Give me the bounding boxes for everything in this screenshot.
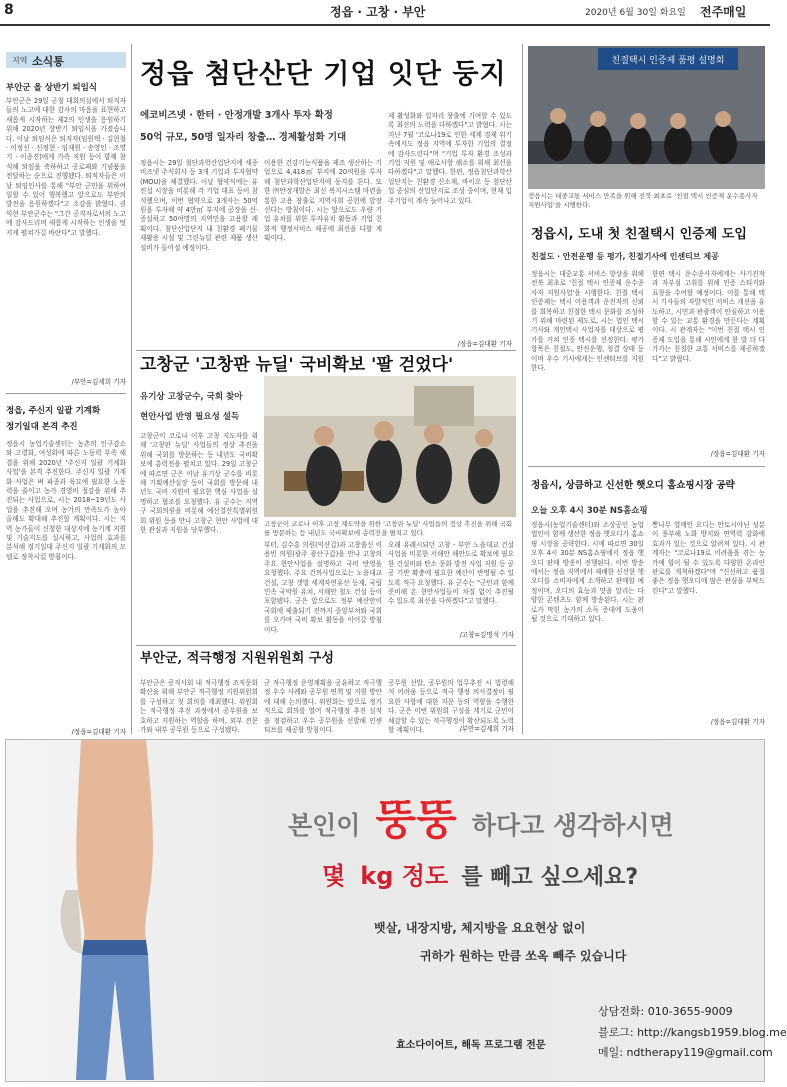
taxi-credit: /정읍=김대환 기자 (710, 450, 765, 458)
odi-subhead: 오늘 오후 4시 30분 NS홈쇼핑 (531, 506, 648, 516)
gochang-subhead-1: 유기상 고창군수, 국회 찾아 (140, 392, 243, 402)
ad-line2-a: 몇 (322, 862, 346, 890)
taxi-subhead: 친절도 · 안전운행 등 평가, 친절기사에 인센티브 제공 (531, 252, 719, 261)
gochang-photo-caption: 고창군이 코로나 이후 고창 재도약을 위한 '고창판 뉴딜' 사업들의 정상 추진을 위해 국회를 방문하는 등 내년도 국비확보에 총력전을 펼치고 있다. (264, 520, 513, 537)
photo-banner-text: 친절택시 인증제 품평 설명회 (611, 56, 725, 66)
gochang-photo-image (264, 376, 516, 517)
ad-line1-b: 뚱뚱 (375, 795, 457, 844)
ad-line2-b: kg 정도 (360, 862, 449, 890)
buan-headline: 부안군, 적극행정 지원위원회 구성 (140, 651, 334, 666)
buan-column-2: 군 적극행정 운영계획을 공유하고 적극행정 우수 사례와 공무원 면책 및 지원 방안에 대해 논의했다. 위원회는 앞으로 정기적으로 회의를 열어 적극행정 추진 실적을 점검하고 우수 공무원을 선발해 인센티브를 제공할 방침이다. (264, 679, 382, 735)
gochang-subhead-2: 현안사업 반영 필요성 설득 (140, 412, 240, 422)
lead-column-2: 이용한 건강기능식품을 제조 생산하는 기업으로 4,418㎡ 부지에 20억원을 투자해 첨단과학산업단지에 둥지를 튼다. 또한 ㈜안정개발은 최신 복지시스템 마련을 통한 고용 창출로 지역사회 공헌에 앞장선다는 방침이다. 시는 앞으로도 우량 기업 유치를 위한 투자유치 활동과 기업 친화적 행정서비스 제공에 최선을 다할 계획이다. (264, 159, 382, 243)
gochang-column-2: 부터, 김수흥 의원(익산갑)과 고창출신 이용빈 의원(광주 광산구갑)을 만나 고창의 주요 현안사업을 설명하고 국비 반영을 요청했다. 주요 건의사업으로는 노을대교 건설, 고창 갯벌 세계자연유산 등재, 국립 민속 국악원 유치, 서해안 철도 건설 등이 포함됐다. 군은 앞으로도 정부 예산안이 국회에 제출되기 전까지 중앙부처와 국회를 오가며 국비 확보 활동을 이어갈 방침이다. (264, 541, 382, 634)
section-title: 정읍 · 고창 · 부안 (330, 5, 426, 19)
newspaper-name: 전주매일 (700, 5, 747, 19)
taxi-column-1: 정읍시는 대중교통 서비스 향상을 위해 전북 최초로 '친절 택시 인증제 운수종사자 지원사업'을 시행한다. 친절 택시 인증제는 택시 이용객과 운전자의 신뢰를 회복하고 친절한 택시 문화를 조성하기 위해 마련된 제도로, 시는 법인 택시기사와 개인택시 사업자를 대상으로 평가를 거쳐 인증 택시를 선정한다. 평가 항목은 친절도, 안전운행, 청결 상태 등이며 우수 기사에게는 인센티브를 지원한다. (531, 270, 644, 373)
model-figure-image (26, 740, 166, 1080)
ad-line3: 뱃살, 내장지방, 체지방을 요요현상 없이 (374, 921, 586, 935)
taxi-photo-caption: 정읍시는 대중교통 서비스 만족을 위해 전북 최초로 '친절 택시 인증제 운수종사자 지원사업'을 시행한다. (528, 192, 758, 209)
gochang-headline: 고창군 '고창판 뉴딜' 국비확보 '팔 걷었다' (140, 355, 454, 375)
taxi-photo (528, 46, 765, 189)
lead-subhead-1: 에코비즈넷 · 한터 · 안정개발 3개사 투자 확정 (140, 110, 333, 121)
buan-column-3: 공무원 선발, 공무원의 업무추진 시 법령해석 어려움 등으로 적극 행정 의사결정이 필요한 사항에 대한 자문 등의 역할을 수행한다. 군은 이번 위원회 구성을 계기로 군민이 체감할 수 있는 적극행정이 확산되도록 노력할 계획이다. (388, 679, 514, 735)
ad-email: 메일: ndtherapy119@gmail.com (598, 1046, 773, 1059)
gochang-credit: /고창=김명석 기자 (459, 631, 514, 639)
sidebar-label-a: 지역 (12, 56, 28, 65)
diet-advertisement (5, 739, 787, 1082)
taxi-headline: 정읍시, 도내 첫 친절택시 인증제 도입 (531, 227, 747, 242)
lead-credit: /정읍=김대환 기자 (457, 340, 512, 348)
taxi-photo-image (528, 46, 765, 189)
gochang-photo (264, 376, 516, 517)
sidebar-item2-credit: /정읍=김대환 기자 (71, 728, 126, 736)
sidebar-item1-title: 부안군 올 상반기 퇴임식 (6, 83, 97, 93)
odi-column-1: 정읍시(농업기술센터)와 소상공인 농업법인이 함께 생산한 정읍 햇오디가 홈쇼핑 시장을 공략한다. 시에 따르면 30일 오후 4시 30분 NS홈쇼핑에서 정읍 햇오디 판매 방송이 진행된다. 이번 방송에서는 정읍 지역에서 재배한 신선한 햇오디를 소비자에게 소개하고 판매할 예정이며, 오디의 효능과 맛을 알리는 다양한 콘텐츠도 함께 방송된다. 시는 판로가 막힌 농가의 소득 증대에 도움이 될 것으로 기대하고 있다. (531, 521, 644, 624)
lead-column-1: 정읍시는 29일 첨단과학산업단지에 세종비즈넷 주식회사 등 3개 기업과 투자협약(MOU)을 체결했다. 이날 협약식에는 유진섭 시장을 비롯해 각 기업 대표 등이 참석했으며, 이번 협약으로 3개사는 50억원을 투자해 약 4만㎡ 부지에 공장을 신·증설하고 50여명의 지역민을 고용할 계획이다. 첨단산업단지 내 친환경 폐기물 재활용 시설 및 그린뉴딜 관련 제품 생산 설비가 들어설 예정이다. (140, 159, 258, 252)
gochang-column-3: 오래 유래시되던 고창 - 부안 노을대교 건설사업을 비롯한 서해안 해안도로 확보에 필요한 건설비와 탄소 문화 발전 사업 지원 등 공공 기반 확충에 필요한 예산이 반영될 수 있도록 적극 요청했다. 유 군수는 "군민과 함께 준비해 온 현안사업들이 차질 없이 추진될 수 있도록 최선을 다하겠다"고 말했다. (388, 541, 514, 606)
sidebar-item2-sub: 정기일대 본격 추진 (6, 422, 78, 432)
taxi-column-2: 한편 택시 운수종사자에게는 사기진작과 자부심 고취를 위해 인증 스티커와 표창을 수여할 예정이다. 이를 통해 택시 기사들의 자발적인 서비스 개선을 유도하고, 시민과 관광객이 안심하고 이용할 수 있는 교통 환경을 만든다는 계획이다. 시 관계자는 "이번 친절 택시 인증제 도입을 통해 시민에게 한 발 더 다가가는 친절한 교통 서비스를 제공하겠다"고 밝혔다. (652, 270, 765, 363)
ad-organization: 효소다이어트, 해독 프로그램 전문 (396, 1040, 546, 1051)
sidebar-label (6, 52, 126, 68)
ad-phone: 상담전화: 010-3655-9009 (598, 1005, 733, 1018)
ad-line4: 귀하가 원하는 만큼 쏘옥 빼주 있습니다 (420, 949, 627, 963)
odi-column-2: 뽕나무 열매인 오디는 안토시아닌 성분이 풍부해 노화 방지와 면역력 강화에 효과가 있는 것으로 알려져 있다. 시 관계자는 "코로나19로 어려움을 겪는 농가에 힘이 될 수 있도록 다양한 온라인 판로를 개척하겠다"며 "신선하고 품질 좋은 정읍 햇오디에 많은 관심을 부탁드린다"고 말했다. (652, 521, 765, 595)
sidebar-item2-body: 정읍시 농업기술센터는 농촌의 인구감소와 고령화, 여성화에 따른 노동력 부족 해결을 위해 2020년 '주신지 일괄 기계화 사업'을 본격 추진한다. 주신지 일괄 기계화 사업은 벼 파종과 육묘에 필요한 노동력을 줄이고 농가 경영비 절감을 위해 추진되는 사업으로, 시는 2018~19년도 사업을 추진해 오며 농가의 만족도가 높아 올해도 확대해 추진할 계획이다. 시는 지역 농가들이 신청한 대상지에 농기계 지원 및 기술지도를 실시하고, 사업의 효과를 분석해 정기일대 주신지 일괄 기계화의 모델로 정착시킬 방침이다. (6, 440, 126, 561)
lead-headline: 정읍 첨단산단 기업 잇단 둥지 (140, 59, 507, 90)
lead-subhead-2: 50억 규모, 50명 일자리 창출… 경제활성화 기대 (140, 132, 347, 143)
issue-date: 2020년 6월 30일 화요일 (585, 8, 686, 18)
ad-blog: 블로그: http://kangsb1959.blog.me (598, 1026, 787, 1039)
page-number: 8 (4, 2, 14, 18)
sidebar-divider (6, 393, 126, 394)
lead-column-3: 제 활성화와 일자리 창출에 기여할 수 있도록 최선의 노력을 다하겠다"고 밝혔다. 시는 지난 7월 '코로나19로 인한 세계 경제 위기 속에서도 정읍 지역에 투자한 기업의 결정에 감사드린다"며 "기업 투자 환경 조성과 기업 지원 및 애로사항 해소를 위해 최선을 다하겠다"고 말했다. 한편, 정읍첨단과학산업단지는 친환경 신소재, 바이오 등 첨단산업 중심의 산업단지로 조성 중이며, 현재 입주기업이 계속 늘어나고 있다. (388, 112, 512, 205)
odi-headline: 정읍시, 상큼하고 신선한 햇오디 홈쇼핑시장 공략 (531, 480, 735, 491)
ad-line1-c: 하다고 생각하시면 (471, 811, 674, 840)
sidebar-label-b: 소식통 (32, 55, 64, 68)
ad-line1-a: 본인이 (288, 811, 361, 840)
sidebar-item1-body: 부안군은 29일 군청 대회의실에서 퇴직자들의 노고에 대한 감사의 마음을 표현하고 새롭게 시작하는 제2의 인생을 응원하기 위해 2020년 상반기 퇴임식을 가졌습니다. 이날 퇴임식은 퇴직자(임원택 · 김현철 · 이정신 · 신정현 · 임재원 · 송영인 · 조영기 · 이종진)에게 가족 직원 등이 함께 참석해 퇴임을 축하하고 공로패와 기념품을 전달하는 순으로 진행됐다. 퇴직자들은 이날 퇴임인사를 통해 "부안 군민을 위하여 일할 수 있어 행복했고 앞으로도 부안의 발전을 응원하겠다"고 소감을 밝혔다. 권익현 부안군수는 "그간 공직자로서의 노고에 감사드리며 새롭게 시작하는 인생을 멋지게 펼쳐가길 바란다"고 말했다. (6, 97, 126, 237)
gochang-divider (136, 645, 516, 646)
odi-credit: /정읍=김대환 기자 (710, 718, 765, 726)
sidebar-separator (131, 44, 132, 734)
right-column-separator (522, 44, 523, 734)
gochang-column-1: 고창군이 코로나 이후 고창 지도자를 위해 '고창판 뉴딜' 사업들의 정상 추진을 위해 국회를 방문하는 등 내년도 국비확보에 총력전을 펼치고 있다. 29일 고창군에 따르면 군은 이날 유기상 군수를 비롯해 기획예산실장 등이 국회를 방문해 내년도 국비 지원이 필요한 핵심 사업을 설명하고 협조를 요청했다. 유 군수는 지역구 국회의원을 비롯해 예산결산특별위원회 위원 등을 만나 고창군 현안 사업에 대한 관심과 지원을 당부했다. (140, 432, 258, 535)
buan-column-1: 부안군은 공직사회 내 적극행정 조직문화 확산을 위해 부안군 적극행정 지원위원회를 구성하고 첫 회의를 개최했다. 위원회는 적극행정 추진 과정에서 공무원을 보호하고 지원하는 역할을 하며, 외부 전문가와 내부 공무원 등으로 구성됐다. (140, 679, 258, 735)
sidebar-item2-title: 정읍, 주신지 일괄 기계화 (6, 406, 101, 416)
sidebar-item1-credit: /부안=김세희 기자 (71, 378, 126, 386)
page-header (0, 0, 770, 26)
ad-line2-c: 를 빼고 싶으세요? (461, 865, 639, 890)
buan-credit: /부안=김세희 기자 (459, 725, 514, 733)
taxi-divider (528, 466, 765, 467)
